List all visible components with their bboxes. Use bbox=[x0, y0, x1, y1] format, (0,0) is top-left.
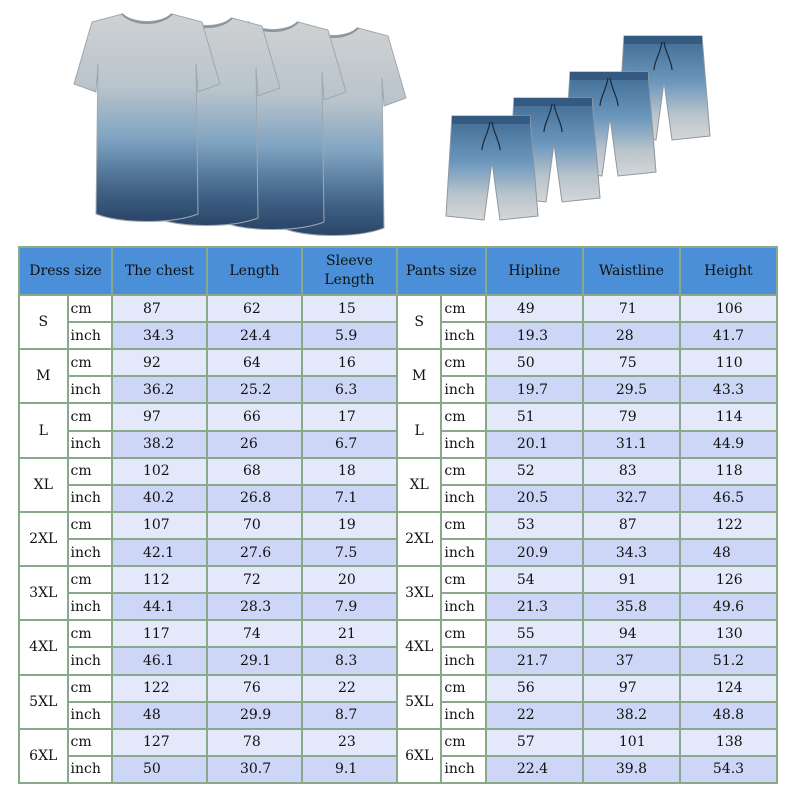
hipline-cell-value: 54 bbox=[516, 571, 535, 588]
chest-cell-value: 44.1 bbox=[142, 598, 175, 615]
unit-label: cm bbox=[441, 458, 485, 485]
pants-size-cell: 5XL bbox=[397, 675, 441, 729]
unit-label: cm bbox=[68, 295, 112, 322]
chest-cell-value: 40.2 bbox=[142, 490, 175, 507]
waistline-cell-value: 29.5 bbox=[615, 381, 648, 398]
chest-cell bbox=[112, 295, 207, 322]
sleeve-cell-value: 8.3 bbox=[334, 652, 358, 669]
hipline-cell bbox=[486, 376, 583, 403]
pants-size-cell: S bbox=[397, 295, 441, 349]
waistline-cell-value: 38.2 bbox=[615, 707, 648, 724]
height-cell bbox=[680, 539, 777, 566]
sleeve-cell-value: 6.3 bbox=[334, 381, 358, 398]
unit-label: cm bbox=[68, 403, 112, 430]
height-cell bbox=[680, 431, 777, 458]
sleeve-cell-value: 19 bbox=[337, 517, 356, 534]
unit-label: inch bbox=[68, 376, 112, 403]
length-cell bbox=[207, 566, 302, 593]
hipline-cell bbox=[486, 620, 583, 647]
pants-size-cell: XL bbox=[397, 458, 441, 512]
sleeve-cell-value: 5.9 bbox=[334, 327, 358, 344]
waistline-cell bbox=[583, 458, 680, 485]
hipline-cell-value: 22.4 bbox=[516, 761, 549, 778]
hipline-cell-value: 49 bbox=[516, 300, 535, 317]
unit-label: cm bbox=[68, 349, 112, 376]
unit-label: cm bbox=[441, 295, 485, 322]
length-cell bbox=[207, 729, 302, 756]
length-cell-value: 78 bbox=[242, 734, 261, 751]
length-cell-value: 66 bbox=[242, 408, 261, 425]
sleeve-cell-value: 9.1 bbox=[334, 761, 358, 778]
sleeve-cell bbox=[302, 376, 397, 403]
hipline-cell-value: 20.1 bbox=[516, 436, 549, 453]
waistline-cell bbox=[583, 322, 680, 349]
chest-cell-value: 97 bbox=[142, 408, 161, 425]
hipline-cell-value: 22 bbox=[516, 707, 535, 724]
unit-label: cm bbox=[441, 675, 485, 702]
hipline-cell bbox=[486, 349, 583, 376]
unit-label: cm bbox=[441, 349, 485, 376]
sleeve-cell bbox=[302, 485, 397, 512]
waistline-cell-value: 101 bbox=[618, 734, 646, 751]
hipline-cell-value: 21.7 bbox=[516, 652, 549, 669]
unit-label: inch bbox=[441, 593, 485, 620]
waistline-cell bbox=[583, 485, 680, 512]
dress-size-cell: 5XL bbox=[19, 675, 68, 729]
chest-cell bbox=[112, 729, 207, 756]
waistline-cell-value: 79 bbox=[618, 408, 637, 425]
chest-cell bbox=[112, 620, 207, 647]
chest-cell-value: 50 bbox=[142, 761, 161, 778]
dress-size-cell: XL bbox=[19, 458, 68, 512]
height-cell-value: 126 bbox=[715, 571, 743, 588]
chest-cell-value: 102 bbox=[142, 463, 170, 480]
sleeve-cell bbox=[302, 349, 397, 376]
dress-size-cell: L bbox=[19, 403, 68, 457]
hipline-cell-value: 20.9 bbox=[516, 544, 549, 561]
chest-cell bbox=[112, 756, 207, 783]
height-cell bbox=[680, 349, 777, 376]
height-cell bbox=[680, 485, 777, 512]
unit-label: cm bbox=[441, 620, 485, 647]
sleeve-cell-value: 18 bbox=[337, 463, 356, 480]
unit-label: cm bbox=[441, 729, 485, 756]
unit-label: inch bbox=[68, 485, 112, 512]
sleeve-cell-value: 16 bbox=[337, 354, 356, 371]
waistline-cell-value: 37 bbox=[615, 652, 634, 669]
sleeve-cell bbox=[302, 403, 397, 430]
header-height: Height bbox=[680, 247, 777, 295]
height-cell bbox=[680, 729, 777, 756]
hipline-cell-value: 20.5 bbox=[516, 490, 549, 507]
sleeve-cell-value: 6.7 bbox=[334, 436, 358, 453]
pants-size-cell: 4XL bbox=[397, 620, 441, 674]
length-cell-value: 64 bbox=[242, 354, 261, 371]
length-cell-value: 25.2 bbox=[239, 381, 272, 398]
height-cell-value: 122 bbox=[715, 517, 743, 534]
chest-cell-value: 122 bbox=[142, 680, 170, 697]
table-row bbox=[19, 675, 777, 702]
dress-size-cell: 6XL bbox=[19, 729, 68, 783]
pants-size-cell: M bbox=[397, 349, 441, 403]
header-pants-size: Pants size bbox=[397, 247, 486, 295]
height-cell bbox=[680, 512, 777, 539]
chest-cell-value: 107 bbox=[142, 517, 170, 534]
header-sleeve-length: Sleeve Length bbox=[302, 247, 397, 295]
length-cell bbox=[207, 349, 302, 376]
unit-label: cm bbox=[68, 729, 112, 756]
length-cell-value: 29.9 bbox=[239, 707, 272, 724]
chest-cell bbox=[112, 376, 207, 403]
height-cell bbox=[680, 620, 777, 647]
hipline-cell-value: 56 bbox=[516, 680, 535, 697]
waistline-cell bbox=[583, 756, 680, 783]
size-chart-body bbox=[19, 295, 777, 783]
hipline-cell bbox=[486, 647, 583, 674]
length-cell bbox=[207, 458, 302, 485]
height-cell-value: 106 bbox=[715, 300, 743, 317]
length-cell bbox=[207, 702, 302, 729]
chest-cell bbox=[112, 675, 207, 702]
chest-cell-value: 36.2 bbox=[142, 381, 175, 398]
length-cell bbox=[207, 647, 302, 674]
waistline-cell bbox=[583, 376, 680, 403]
length-cell bbox=[207, 295, 302, 322]
waistline-cell-value: 28 bbox=[615, 327, 634, 344]
sleeve-cell-value: 8.7 bbox=[334, 707, 358, 724]
length-cell bbox=[207, 593, 302, 620]
waistline-cell bbox=[583, 431, 680, 458]
length-cell bbox=[207, 512, 302, 539]
length-cell-value: 74 bbox=[242, 625, 261, 642]
height-cell bbox=[680, 295, 777, 322]
sleeve-cell bbox=[302, 647, 397, 674]
hipline-cell-value: 57 bbox=[516, 734, 535, 751]
sleeve-cell bbox=[302, 593, 397, 620]
dress-size-cell: 2XL bbox=[19, 512, 68, 566]
waistline-cell bbox=[583, 295, 680, 322]
height-cell-value: 118 bbox=[715, 463, 743, 480]
table-row bbox=[19, 403, 777, 430]
hipline-cell bbox=[486, 756, 583, 783]
hipline-cell-value: 19.3 bbox=[516, 327, 549, 344]
sleeve-cell bbox=[302, 702, 397, 729]
height-cell-value: 46.5 bbox=[712, 490, 745, 507]
length-cell-value: 62 bbox=[242, 300, 261, 317]
hipline-cell bbox=[486, 295, 583, 322]
waistline-cell bbox=[583, 403, 680, 430]
height-cell bbox=[680, 566, 777, 593]
height-cell bbox=[680, 593, 777, 620]
length-cell-value: 27.6 bbox=[239, 544, 272, 561]
chest-cell-value: 48 bbox=[142, 707, 161, 724]
sleeve-cell-value: 23 bbox=[337, 734, 356, 751]
unit-label: inch bbox=[441, 756, 485, 783]
length-cell bbox=[207, 620, 302, 647]
waistline-cell-value: 87 bbox=[618, 517, 637, 534]
chest-cell-value: 42.1 bbox=[142, 544, 175, 561]
hipline-cell bbox=[486, 566, 583, 593]
waistline-cell-value: 91 bbox=[618, 571, 637, 588]
chest-cell bbox=[112, 458, 207, 485]
header-chest: The chest bbox=[112, 247, 207, 295]
unit-label: inch bbox=[441, 702, 485, 729]
sleeve-cell-value: 7.5 bbox=[334, 544, 358, 561]
table-row bbox=[19, 566, 777, 593]
unit-label: inch bbox=[68, 756, 112, 783]
hipline-cell-value: 21.3 bbox=[516, 598, 549, 615]
size-chart-table bbox=[18, 246, 778, 784]
chest-cell-value: 34.3 bbox=[142, 327, 175, 344]
length-cell bbox=[207, 675, 302, 702]
height-cell-value: 48 bbox=[712, 544, 731, 561]
length-cell bbox=[207, 403, 302, 430]
length-cell-value: 26 bbox=[239, 436, 258, 453]
unit-label: inch bbox=[441, 485, 485, 512]
length-cell-value: 28.3 bbox=[239, 598, 272, 615]
height-cell bbox=[680, 403, 777, 430]
height-cell-value: 110 bbox=[715, 354, 743, 371]
sleeve-cell bbox=[302, 431, 397, 458]
dress-size-cell: 3XL bbox=[19, 566, 68, 620]
pants-size-cell: 6XL bbox=[397, 729, 441, 783]
height-cell bbox=[680, 647, 777, 674]
waistline-cell-value: 94 bbox=[618, 625, 637, 642]
unit-label: inch bbox=[441, 431, 485, 458]
height-cell-value: 44.9 bbox=[712, 436, 745, 453]
length-cell-value: 24.4 bbox=[239, 327, 272, 344]
height-cell-value: 48.8 bbox=[712, 707, 745, 724]
chest-cell bbox=[112, 403, 207, 430]
height-cell-value: 54.3 bbox=[712, 761, 745, 778]
pants-size-cell: 2XL bbox=[397, 512, 441, 566]
header-dress-size: Dress size bbox=[19, 247, 112, 295]
unit-label: cm bbox=[68, 458, 112, 485]
length-cell-value: 70 bbox=[242, 517, 261, 534]
height-cell-value: 124 bbox=[715, 680, 743, 697]
height-cell-value: 43.3 bbox=[712, 381, 745, 398]
length-cell bbox=[207, 756, 302, 783]
chest-cell bbox=[112, 702, 207, 729]
height-cell bbox=[680, 756, 777, 783]
unit-label: cm bbox=[441, 566, 485, 593]
hipline-cell-value: 50 bbox=[516, 354, 535, 371]
length-cell-value: 26.8 bbox=[239, 490, 272, 507]
sleeve-cell bbox=[302, 756, 397, 783]
unit-label: inch bbox=[68, 322, 112, 349]
table-row bbox=[19, 295, 777, 322]
hipline-cell-value: 52 bbox=[516, 463, 535, 480]
sleeve-cell bbox=[302, 539, 397, 566]
hipline-cell bbox=[486, 403, 583, 430]
table-row bbox=[19, 458, 777, 485]
sleeve-cell-value: 20 bbox=[337, 571, 356, 588]
unit-label: inch bbox=[68, 431, 112, 458]
hipline-cell bbox=[486, 593, 583, 620]
waistline-cell bbox=[583, 620, 680, 647]
unit-label: cm bbox=[68, 620, 112, 647]
sleeve-cell-value: 15 bbox=[337, 300, 356, 317]
length-cell-value: 30.7 bbox=[239, 761, 272, 778]
waistline-cell-value: 75 bbox=[618, 354, 637, 371]
unit-label: cm bbox=[68, 512, 112, 539]
product-photo bbox=[0, 0, 800, 246]
sleeve-cell-value: 7.1 bbox=[334, 490, 358, 507]
hipline-cell bbox=[486, 729, 583, 756]
chest-cell bbox=[112, 322, 207, 349]
waistline-cell bbox=[583, 702, 680, 729]
unit-label: inch bbox=[68, 539, 112, 566]
sleeve-cell bbox=[302, 620, 397, 647]
chest-cell bbox=[112, 647, 207, 674]
header-hipline: Hipline bbox=[486, 247, 583, 295]
table-row bbox=[19, 349, 777, 376]
shorts-icon bbox=[446, 36, 710, 220]
height-cell-value: 114 bbox=[715, 408, 743, 425]
length-cell-value: 29.1 bbox=[239, 652, 272, 669]
height-cell-value: 51.2 bbox=[712, 652, 745, 669]
waistline-cell-value: 34.3 bbox=[615, 544, 648, 561]
sleeve-cell bbox=[302, 729, 397, 756]
hipline-cell-value: 55 bbox=[516, 625, 535, 642]
chest-cell bbox=[112, 539, 207, 566]
hipline-cell bbox=[486, 485, 583, 512]
chest-cell-value: 117 bbox=[142, 625, 170, 642]
length-cell bbox=[207, 431, 302, 458]
dress-size-cell: 4XL bbox=[19, 620, 68, 674]
height-cell-value: 49.6 bbox=[712, 598, 745, 615]
hipline-cell bbox=[486, 322, 583, 349]
hipline-cell bbox=[486, 458, 583, 485]
unit-label: inch bbox=[441, 376, 485, 403]
sleeve-cell-value: 21 bbox=[337, 625, 356, 642]
sleeve-cell bbox=[302, 458, 397, 485]
hipline-cell-value: 51 bbox=[516, 408, 535, 425]
table-row bbox=[19, 620, 777, 647]
unit-label: inch bbox=[68, 702, 112, 729]
chest-cell bbox=[112, 566, 207, 593]
length-cell-value: 68 bbox=[242, 463, 261, 480]
chest-cell-value: 87 bbox=[142, 300, 161, 317]
chest-cell-value: 92 bbox=[142, 354, 161, 371]
hipline-cell bbox=[486, 702, 583, 729]
length-cell-value: 76 bbox=[242, 680, 261, 697]
hipline-cell bbox=[486, 539, 583, 566]
unit-label: inch bbox=[68, 593, 112, 620]
sleeve-cell bbox=[302, 295, 397, 322]
height-cell bbox=[680, 376, 777, 403]
header-length: Length bbox=[207, 247, 302, 295]
sleeve-cell bbox=[302, 512, 397, 539]
height-cell bbox=[680, 675, 777, 702]
unit-label: cm bbox=[441, 512, 485, 539]
sleeve-cell-value: 22 bbox=[337, 680, 356, 697]
table-row bbox=[19, 512, 777, 539]
tshirt-icon bbox=[74, 14, 406, 236]
waistline-cell-value: 83 bbox=[618, 463, 637, 480]
waistline-cell-value: 97 bbox=[618, 680, 637, 697]
sleeve-cell-value: 7.9 bbox=[334, 598, 358, 615]
chest-cell-value: 112 bbox=[142, 571, 170, 588]
sleeve-cell-value: 17 bbox=[337, 408, 356, 425]
table-row bbox=[19, 729, 777, 756]
waistline-cell bbox=[583, 539, 680, 566]
waistline-cell bbox=[583, 647, 680, 674]
table-header-row bbox=[19, 247, 777, 295]
header-waistline: Waistline bbox=[583, 247, 680, 295]
waistline-cell-value: 71 bbox=[618, 300, 637, 317]
length-cell bbox=[207, 539, 302, 566]
chest-cell bbox=[112, 431, 207, 458]
chest-cell-value: 38.2 bbox=[142, 436, 175, 453]
unit-label: cm bbox=[68, 675, 112, 702]
waistline-cell bbox=[583, 512, 680, 539]
chest-cell bbox=[112, 349, 207, 376]
pants-size-cell: 3XL bbox=[397, 566, 441, 620]
unit-label: inch bbox=[68, 647, 112, 674]
chest-cell-value: 127 bbox=[142, 734, 170, 751]
unit-label: inch bbox=[441, 647, 485, 674]
waistline-cell bbox=[583, 593, 680, 620]
chest-cell-value: 46.1 bbox=[142, 652, 175, 669]
unit-label: cm bbox=[68, 566, 112, 593]
chest-cell bbox=[112, 593, 207, 620]
dress-size-cell: M bbox=[19, 349, 68, 403]
waistline-cell-value: 39.8 bbox=[615, 761, 648, 778]
chest-cell bbox=[112, 485, 207, 512]
height-cell bbox=[680, 458, 777, 485]
hipline-cell bbox=[486, 431, 583, 458]
height-cell bbox=[680, 322, 777, 349]
waistline-cell bbox=[583, 349, 680, 376]
hipline-cell-value: 19.7 bbox=[516, 381, 549, 398]
length-cell bbox=[207, 376, 302, 403]
unit-label: inch bbox=[441, 322, 485, 349]
waistline-cell bbox=[583, 675, 680, 702]
hipline-cell bbox=[486, 675, 583, 702]
waistline-cell-value: 31.1 bbox=[615, 436, 648, 453]
chest-cell bbox=[112, 512, 207, 539]
height-cell-value: 138 bbox=[715, 734, 743, 751]
unit-label: inch bbox=[441, 539, 485, 566]
pants-size-cell: L bbox=[397, 403, 441, 457]
waistline-cell bbox=[583, 729, 680, 756]
length-cell-value: 72 bbox=[242, 571, 261, 588]
dress-size-cell: S bbox=[19, 295, 68, 349]
sleeve-cell bbox=[302, 322, 397, 349]
height-cell-value: 130 bbox=[715, 625, 743, 642]
sleeve-cell bbox=[302, 566, 397, 593]
height-cell bbox=[680, 702, 777, 729]
waistline-cell bbox=[583, 566, 680, 593]
hipline-cell bbox=[486, 512, 583, 539]
sleeve-cell bbox=[302, 675, 397, 702]
length-cell bbox=[207, 322, 302, 349]
waistline-cell-value: 32.7 bbox=[615, 490, 648, 507]
length-cell bbox=[207, 485, 302, 512]
hipline-cell-value: 53 bbox=[516, 517, 535, 534]
unit-label: cm bbox=[441, 403, 485, 430]
waistline-cell-value: 35.8 bbox=[615, 598, 648, 615]
height-cell-value: 41.7 bbox=[712, 327, 745, 344]
